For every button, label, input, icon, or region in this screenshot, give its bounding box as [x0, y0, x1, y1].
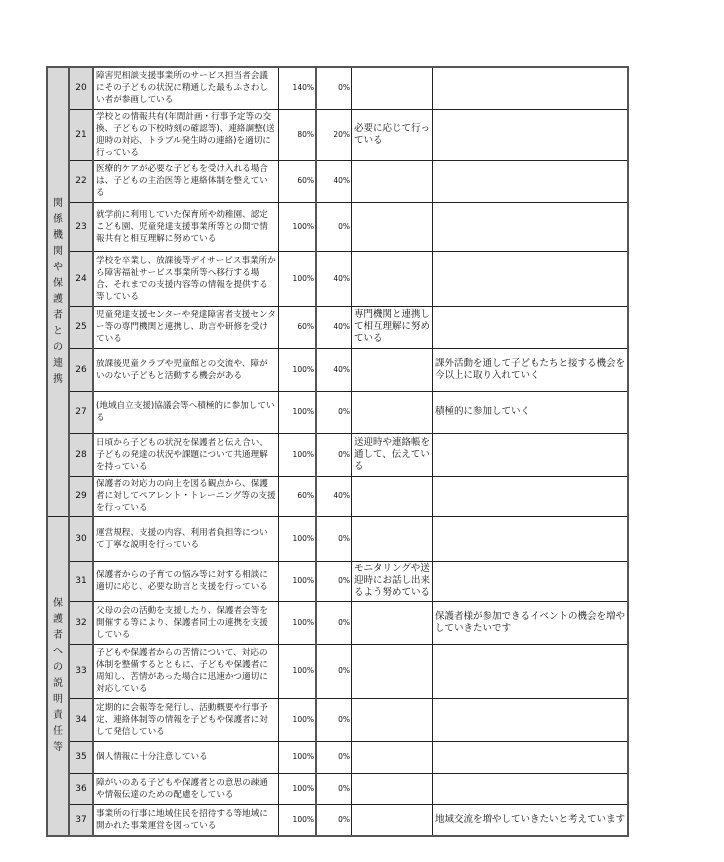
item-number: 20 — [69, 67, 93, 109]
item-number: 37 — [69, 804, 93, 836]
status-comment — [352, 698, 433, 741]
item-number: 21 — [69, 109, 93, 160]
status-comment — [352, 644, 433, 698]
item-description: (地域自立支援)協議会等へ積極的に参加している — [93, 391, 279, 433]
table-row — [47, 698, 628, 741]
item-description: 個人情報に十分注意している — [93, 741, 279, 773]
status-comment — [352, 160, 433, 202]
yes-percent: 100% — [279, 561, 317, 601]
item-description: 事業所の行事に地域住民を招待する等地域に開かれた事業運営を図っている — [93, 804, 279, 836]
no-percent: 0% — [316, 698, 352, 741]
status-comment — [352, 773, 433, 804]
yes-percent: 100% — [279, 391, 317, 433]
item-number: 32 — [69, 601, 93, 644]
yes-percent: 100% — [279, 601, 317, 644]
evaluation-table — [46, 66, 629, 837]
table-row — [47, 202, 628, 251]
item-number: 29 — [69, 476, 93, 516]
status-comment: 送迎時や連絡帳を通して、伝えている — [352, 433, 433, 476]
table-row — [47, 348, 628, 391]
status-comment — [352, 348, 433, 391]
yes-percent: 100% — [279, 773, 317, 804]
yes-percent: 140% — [279, 67, 317, 109]
table-row — [47, 741, 628, 773]
no-percent: 0% — [316, 773, 352, 804]
category-cell — [47, 516, 69, 836]
no-percent: 0% — [316, 804, 352, 836]
table-row — [47, 561, 628, 601]
improvement-comment: 地域交流を増やしていきたいと考えています — [433, 804, 629, 836]
yes-percent: 100% — [279, 804, 317, 836]
no-percent: 40% — [316, 348, 352, 391]
category-label: 保護者への説明責任等 — [53, 597, 63, 753]
yes-percent: 100% — [279, 698, 317, 741]
status-comment — [352, 601, 433, 644]
yes-percent: 100% — [279, 202, 317, 251]
item-description: 日頃から子どもの状況を保護者と伝え合い、子どもの発達の状況や課題について共通理解を持っている — [93, 433, 279, 476]
item-description: 障害児相談支援事業所のサービス担当者会議にその子どもの状況に精通した最もふさわしい者が参画している — [93, 67, 279, 109]
no-percent: 40% — [316, 160, 352, 202]
item-description: 子どもや保護者からの苦情について、対応の体制を整備するとともに、子どもや保護者に周知し、苦情があった場合に迅速かつ適切に対応している — [93, 644, 279, 698]
no-percent: 0% — [316, 391, 352, 433]
item-description: 保護者からの子育ての悩み等に対する相談に適切に応じ、必要な助言と支援を行っている — [93, 561, 279, 601]
yes-percent: 60% — [279, 306, 317, 348]
table-row — [47, 67, 628, 109]
category-label: 関係機関や保護者との連携 — [53, 197, 63, 385]
table-row — [47, 804, 628, 836]
item-number: 22 — [69, 160, 93, 202]
table-row — [47, 601, 628, 644]
status-comment — [352, 251, 433, 306]
item-description: 児童発達支援センターや発達障害者支援センター等の専門機関と連携し、助言や研修を受けている — [93, 306, 279, 348]
item-description: 運営規程、支援の内容、利用者負担等について丁寧な説明を行っている — [93, 516, 279, 561]
no-percent: 0% — [316, 601, 352, 644]
yes-percent: 60% — [279, 160, 317, 202]
improvement-comment — [433, 251, 629, 306]
no-percent: 40% — [316, 251, 352, 306]
item-description: 学校との情報共有(年間計画・行事予定等の交換、子どもの下校時刻の確認等)、連絡調整(送迎時の対応、トラブル発生時の連絡)を適切に行っている — [93, 109, 279, 160]
item-number: 30 — [69, 516, 93, 561]
no-percent: 0% — [316, 67, 352, 109]
category-cell — [47, 67, 69, 516]
item-number: 23 — [69, 202, 93, 251]
status-comment — [352, 67, 433, 109]
no-percent: 0% — [316, 433, 352, 476]
no-percent: 0% — [316, 644, 352, 698]
item-number: 26 — [69, 348, 93, 391]
yes-percent: 60% — [279, 476, 317, 516]
status-comment — [352, 476, 433, 516]
yes-percent: 100% — [279, 516, 317, 561]
status-comment: 専門機関と連携して相互理解に努めている — [352, 306, 433, 348]
status-comment — [352, 804, 433, 836]
item-number: 31 — [69, 561, 93, 601]
no-percent: 0% — [316, 202, 352, 251]
item-number: 27 — [69, 391, 93, 433]
item-description: 保護者の対応力の向上を図る観点から、保護者に対してペアレント・トレーニング等の支援を行っている — [93, 476, 279, 516]
item-number: 25 — [69, 306, 93, 348]
table-row — [47, 644, 628, 698]
table-row — [47, 306, 628, 348]
improvement-comment — [433, 561, 629, 601]
item-number: 28 — [69, 433, 93, 476]
status-comment — [352, 391, 433, 433]
no-percent: 40% — [316, 306, 352, 348]
item-number: 33 — [69, 644, 93, 698]
status-comment — [352, 741, 433, 773]
table-row — [47, 516, 628, 561]
item-description: 就学前に利用していた保育所や幼稚園、認定こども園、児童発達支援事業所等との間で情報共有と相互理解に努めている — [93, 202, 279, 251]
improvement-comment — [433, 433, 629, 476]
table-row — [47, 433, 628, 476]
improvement-comment — [433, 644, 629, 698]
no-percent: 0% — [316, 561, 352, 601]
item-number: 35 — [69, 741, 93, 773]
yes-percent: 100% — [279, 348, 317, 391]
improvement-comment — [433, 476, 629, 516]
table-row — [47, 773, 628, 804]
no-percent: 40% — [316, 476, 352, 516]
yes-percent: 100% — [279, 433, 317, 476]
status-comment: 必要に応じて行っている — [352, 109, 433, 160]
status-comment: モニタリングや送迎時にお話し出来るよう努めている — [352, 561, 433, 601]
item-number: 24 — [69, 251, 93, 306]
item-description: 放課後児童クラブや児童館との交流や、障がいのない子どもと活動する機会がある — [93, 348, 279, 391]
yes-percent: 100% — [279, 741, 317, 773]
table-row — [47, 160, 628, 202]
no-percent: 0% — [316, 516, 352, 561]
improvement-comment — [433, 202, 629, 251]
improvement-comment: 課外活動を通して子どもたちと接する機会を今以上に取り入れていく — [433, 348, 629, 391]
improvement-comment — [433, 109, 629, 160]
improvement-comment — [433, 160, 629, 202]
table-row — [47, 476, 628, 516]
no-percent: 20% — [316, 109, 352, 160]
yes-percent: 100% — [279, 644, 317, 698]
improvement-comment — [433, 306, 629, 348]
status-comment — [352, 202, 433, 251]
improvement-comment — [433, 773, 629, 804]
improvement-comment — [433, 67, 629, 109]
item-description: 定期的に会報等を発行し、活動概要や行事予定、連絡体制等の情報を子どもや保護者に対して発信している — [93, 698, 279, 741]
table-row — [47, 251, 628, 306]
no-percent: 0% — [316, 741, 352, 773]
item-description: 障がいのある子どもや保護者との意思の疎通や情報伝達のための配慮をしている — [93, 773, 279, 804]
status-comment — [352, 516, 433, 561]
item-number: 36 — [69, 773, 93, 804]
item-description: 医療的ケアが必要な子どもを受け入れる場合は、子どもの主治医等と連絡体制を整えている — [93, 160, 279, 202]
improvement-comment — [433, 741, 629, 773]
item-description: 学校を卒業し、放課後等デイサービス事業所から障害福祉サービス事業所等へ移行する場合、それまでの支援内容等の情報を提供する等している — [93, 251, 279, 306]
improvement-comment: 積極的に参加していく — [433, 391, 629, 433]
item-number: 34 — [69, 698, 93, 741]
yes-percent: 80% — [279, 109, 317, 160]
table-row — [47, 109, 628, 160]
item-description: 父母の会の活動を支援したり、保護者会等を開催する等により、保護者同士の連携を支援している — [93, 601, 279, 644]
yes-percent: 100% — [279, 251, 317, 306]
improvement-comment — [433, 698, 629, 741]
improvement-comment — [433, 516, 629, 561]
table-row — [47, 391, 628, 433]
improvement-comment: 保護者様が参加できるイベントの機会を増やしていきたいです — [433, 601, 629, 644]
